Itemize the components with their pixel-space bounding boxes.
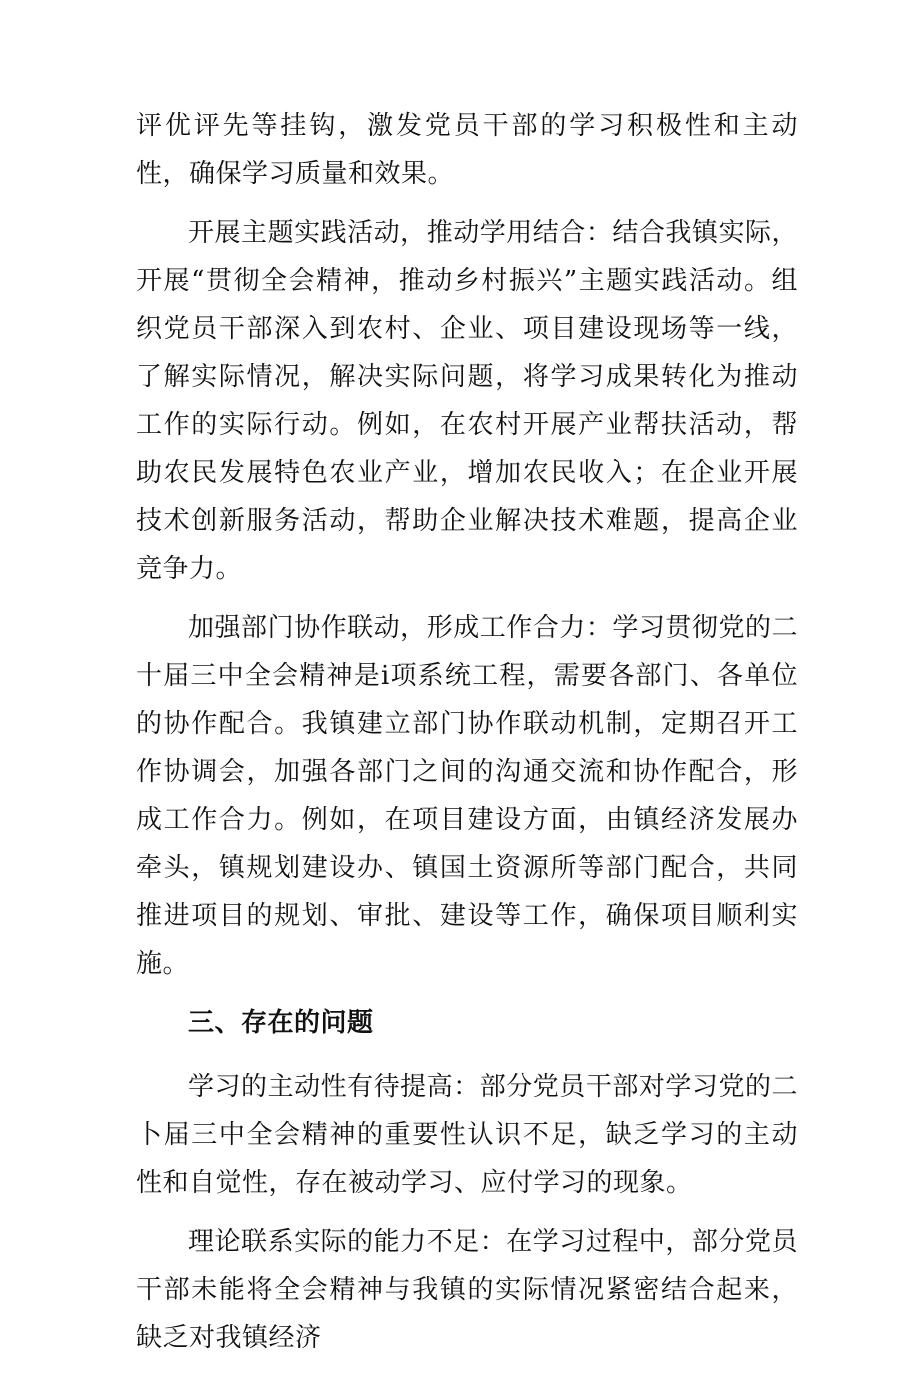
paragraph-theme-practice: 开展主题实践活动，推动学用结合：结合我镇实际，开展“贯彻全会精神，推动乡村振兴”主题实践活动。组织党员干部深入到农村、企业、项目建设现场等一线，了解实际情况，解决实际问题，将学习成果转化为推动工作的实际行动。例如，在农村开展产业帮扶活动，帮助农民发展特色农业产业，增加农民收入；在企业开展技术创新服务活动，帮助企业解决技术难题，提高企业竞争力。 — [136, 218, 798, 584]
paragraph-theory-practice: 理论联系实际的能力不足：在学习过程中，部分党员干部未能将全会精神与我镇的实际情况紧密结合起来，缺乏对我镇经济 — [136, 1227, 798, 1353]
paragraph-department-cooperation: 加强部门协作联动，形成工作合力：学习贯彻党的二十届三中全会精神是i项系统工程，需要各部门、各单位的协作配合。我镇建立部门协作联动机制，定期召开工作协调会，加强各部门之间的沟通交流和协作配合，形成工作合力。例如，在项目建设方面，由镇经济发展办牵头，镇规划建设办、镇国土资源所等部门配合，共同推进项目的规划、审批、建设等工作，确保项目顺利实施。 — [136, 613, 798, 979]
document-body — [136, 102, 798, 1373]
section-heading-problems: 三、存在的问题 — [188, 1008, 374, 1038]
paragraph-evaluation-linkage: 评优评先等挂钩，激发党员干部的学习积极性和主动性，确保学习质量和效果。 — [136, 111, 798, 189]
paragraph-learning-initiative: 学习的主动性有待提高：部分党员干部对学习党的二卜届三中全会精神的重要性认识不足，缺乏学习的主动性和自觉性，存在被动学习、应付学习的现象。 — [136, 1072, 798, 1198]
